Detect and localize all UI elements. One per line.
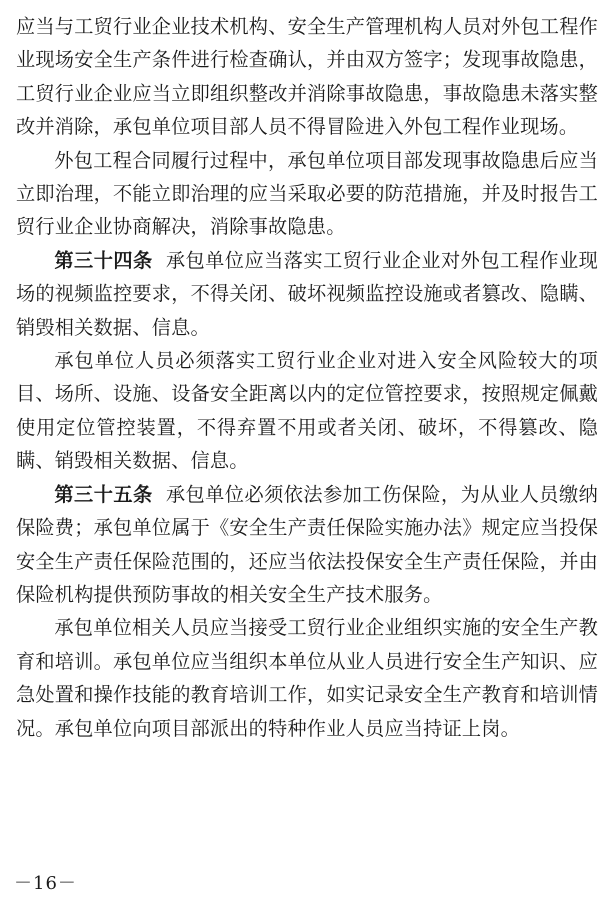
- article-number: 第三十五条: [54, 482, 153, 506]
- article-34: [16, 244, 598, 344]
- document-body: [16, 10, 598, 745]
- paragraph-3: [16, 344, 598, 478]
- paragraph-5: [16, 611, 598, 745]
- paragraph-0: [16, 10, 598, 144]
- paragraph-text: 承包单位必须依法参加工伤保险，为从业人员缴纳保险费；承包单位属于《安全生产责任保险实施办法》规定应当投保安全生产责任保险范围的，还应当依法投保安全生产责任保险，并由保险机构提供预防事故的相关安全生产技术服务。: [16, 482, 599, 606]
- article-35: [16, 478, 598, 612]
- page-number: －16－: [14, 873, 77, 894]
- article-number: 第三十四条: [54, 248, 153, 272]
- paragraph-text: 应当与工贸行业企业技术机构、安全生产管理机构人员对外包工程作业现场安全生产条件进行检查确认，并由双方签字；发现事故隐患，工贸行业企业应当立即组织整改并消除事故隐患，事故隐患未落实整改并消除，承包单位项目部人员不得冒险进入外包工程作业现场。: [16, 15, 598, 139]
- paragraph-1: [16, 144, 598, 244]
- paragraph-text: 外包工程合同履行过程中，承包单位项目部发现事故隐患后应当立即治理，不能立即治理的应当采取必要的防范措施，并及时报告工贸行业企业协商解决，消除事故隐患。: [16, 148, 598, 239]
- paragraph-text: 承包单位相关人员应当接受工贸行业企业组织实施的安全生产教育和培训。承包单位应当组织本单位从业人员进行安全生产知识、应急处置和操作技能的教育培训工作，如实记录安全生产教育和培训情况。承包单位向项目部派出的特种作业人员应当持证上岗。: [16, 616, 598, 740]
- paragraph-text: 承包单位应当落实工贸行业企业对外包工程作业现场的视频监控要求，不得关闭、破坏视频监控设施或者篡改、隐瞒、销毁相关数据、信息。: [16, 248, 599, 339]
- paragraph-text: 承包单位人员必须落实工贸行业企业对进入安全风险较大的项目、场所、设施、设备安全距离以内的定位管控要求，按照规定佩戴使用定位管控装置，不得弃置不用或者关闭、破坏，不得篡改、隐瞒、销毁相关数据、信息。: [16, 349, 598, 473]
